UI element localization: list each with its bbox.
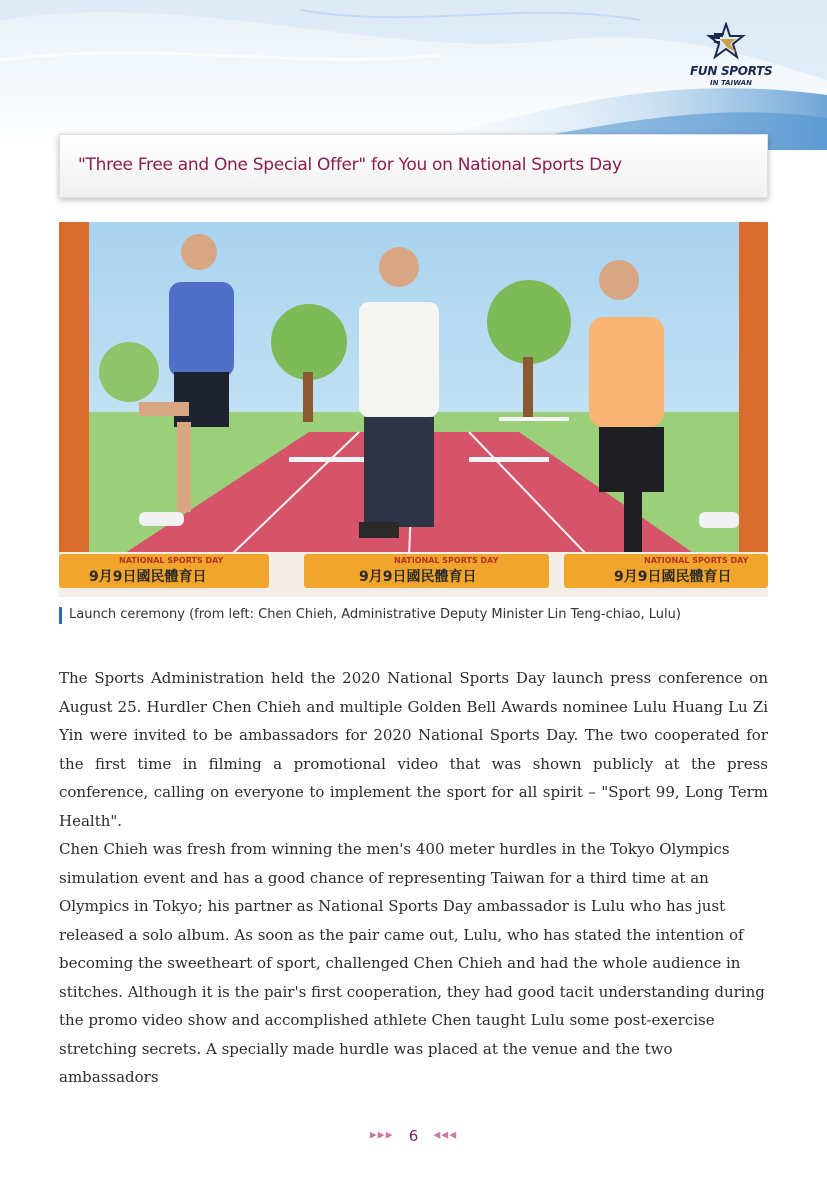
banner-chinese: 9月9日國民體育日 bbox=[359, 569, 477, 585]
banner-strip bbox=[59, 552, 768, 592]
article-title-box bbox=[59, 134, 768, 198]
banner-panel bbox=[304, 554, 549, 588]
left-arrows-icon: ◀◀◀ bbox=[433, 1130, 458, 1141]
banner-english: NATIONAL SPORTS DAY bbox=[644, 556, 749, 565]
caption-accent-bar bbox=[59, 607, 62, 624]
article-title: "Three Free and One Special Offer" for You on National Sports Day bbox=[78, 155, 622, 175]
body-paragraph-2: Chen Chieh was fresh from winning the men's 400 meter hurdles in the Tokyo Olympics simulation event and has a good chance of representing Taiwan for a third time at an Olympics in Tokyo; his partner as National Sports Day ambassador is Lulu who has just released a solo album. As soon as the pair came out, Lulu, who has stated the intention of becoming the sweetheart of sport, challenged Chen Chieh and had the whole audience in stitches. Although it is the pair's first cooperation, they had good tacit understanding during the promo video show and accomplished athlete Chen taught Lulu some post-exercise stretching secrets. A specially made hurdle was placed at the venue and the two ambassadors bbox=[59, 840, 765, 1086]
banner-chinese: 9月9日國民體育日 bbox=[614, 569, 732, 585]
right-arrows-icon: ▶▶▶ bbox=[369, 1130, 394, 1141]
page-number: 6 bbox=[408, 1126, 419, 1145]
banner-panel bbox=[564, 554, 768, 588]
banner-chinese: 9月9日國民體育日 bbox=[89, 569, 207, 585]
runner-star-icon bbox=[706, 22, 746, 62]
launch-ceremony-photo bbox=[59, 222, 768, 597]
fun-sports-logo bbox=[690, 22, 780, 94]
banner-english: NATIONAL SPORTS DAY bbox=[119, 556, 224, 565]
photo-caption: Launch ceremony (from left: Chen Chieh, Administrative Deputy Minister Lin Teng-chiao, Lulu) bbox=[69, 607, 681, 622]
page-footer bbox=[0, 1125, 827, 1145]
body-paragraph-1: The Sports Administration held the 2020 National Sports Day launch press conference on August 25. Hurdler Chen Chieh and multiple Golden Bell Awards nominee Lulu Huang Lu Zi Yin were invited to be ambassadors for 2020 National Sports Day. The two cooperated for the first time in filming a promotional video that was shown publicly at the press conference, calling on everyone to implement the sport for all spirit – "Sport 99, Long Term Health". bbox=[59, 669, 768, 830]
photo-illustration bbox=[59, 222, 768, 597]
banner-panel bbox=[59, 554, 269, 588]
logo-text-secondary: IN TAIWAN bbox=[710, 79, 752, 87]
banner-english: NATIONAL SPORTS DAY bbox=[394, 556, 499, 565]
logo-text-primary: FUN SPORTS bbox=[690, 64, 773, 78]
